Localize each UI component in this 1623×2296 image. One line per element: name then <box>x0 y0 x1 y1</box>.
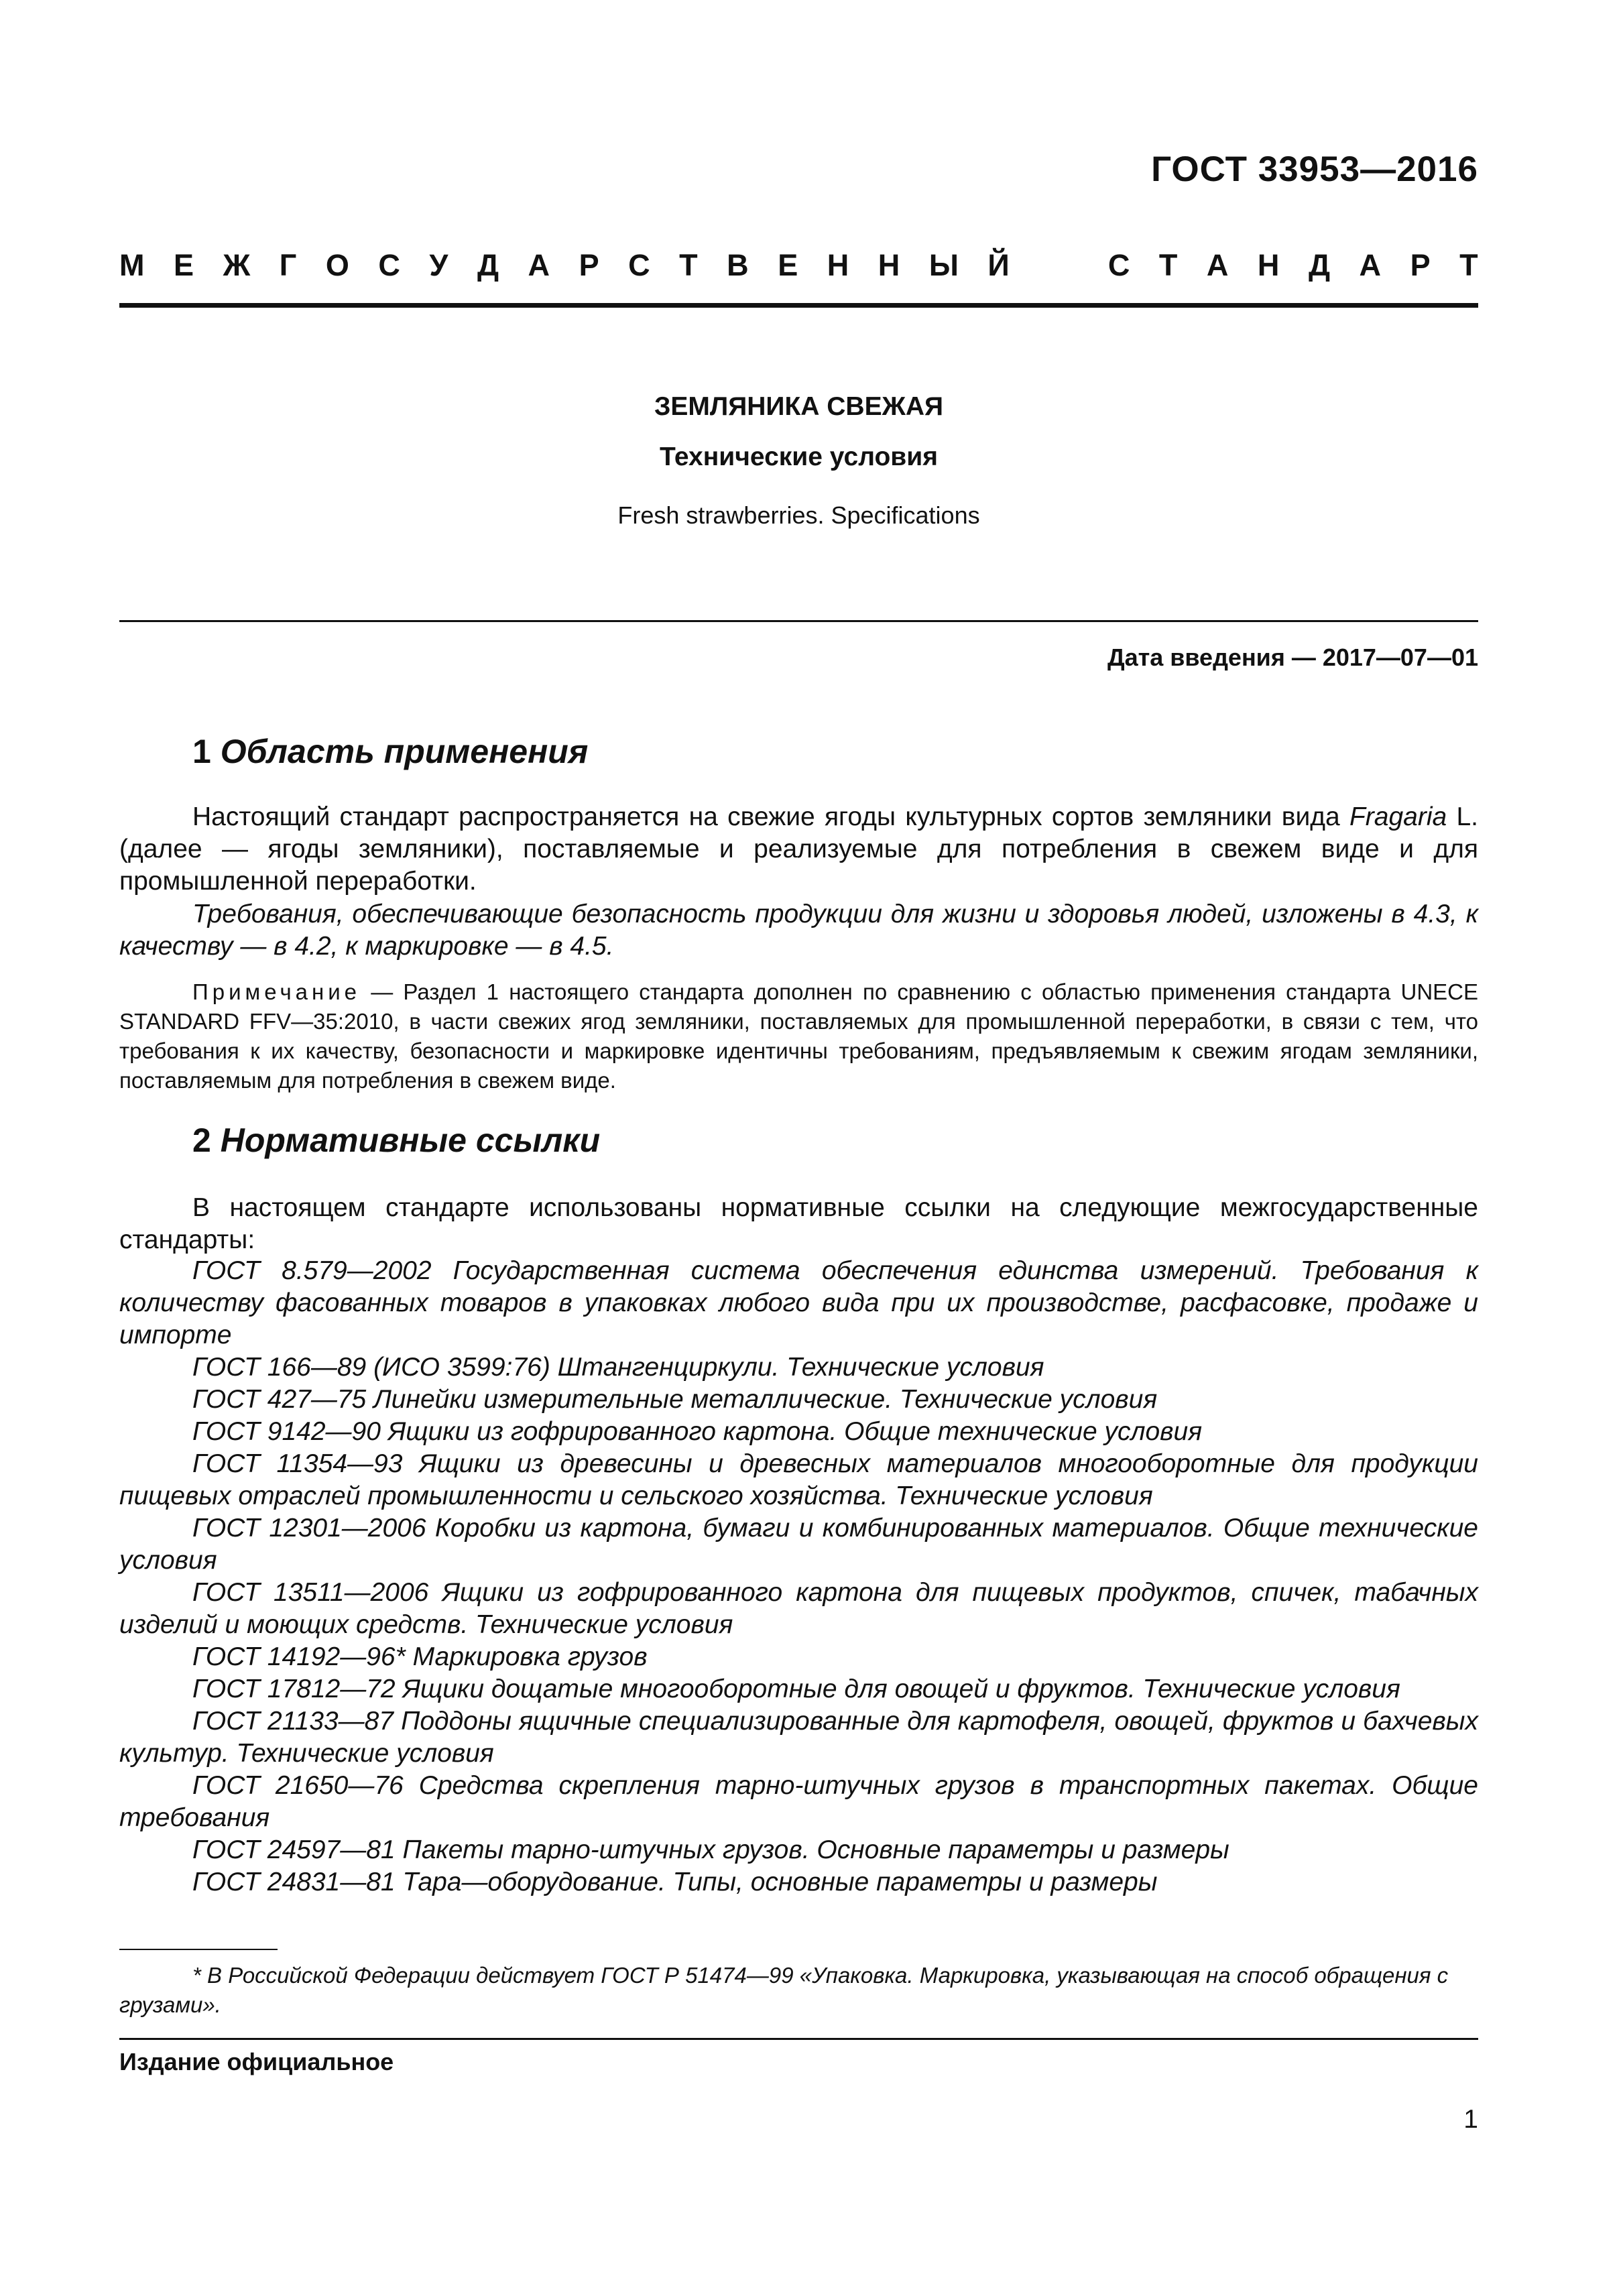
banner-letter: Е <box>778 248 798 282</box>
banner-letter: Н <box>878 248 900 282</box>
banner-letter: Т <box>679 248 698 282</box>
section-title: Нормативные ссылки <box>220 1122 601 1159</box>
reference-item: ГОСТ 427—75 Линейки измерительные металлические. Технические условия <box>192 1385 1158 1414</box>
header-rule <box>119 303 1478 308</box>
section-number: 2 <box>192 1122 211 1159</box>
banner-letter: У <box>429 248 448 282</box>
reference-item: ГОСТ 166—89 (ИСО 3599:76) Штангенциркули. Технические условия <box>192 1353 1044 1382</box>
reference-item: ГОСТ 21133—87 Поддоны ящичные специализированные для картофеля, овощей, фруктов и бахчевых культур. Технические условия <box>119 1707 1478 1768</box>
banner-letter: А <box>1359 248 1382 282</box>
document-subtitle: Технические условия <box>659 442 938 471</box>
reference-item: ГОСТ 24597—81 Пакеты тарно-штучных грузов. Основные параметры и размеры <box>192 1835 1229 1864</box>
gost-number: ГОСТ 33953—2016 <box>1151 149 1478 189</box>
banner-letter: Т <box>1158 248 1178 282</box>
page-number: 1 <box>1463 2105 1478 2134</box>
banner-letter: С <box>1107 248 1130 282</box>
edition-label: Издание официальное <box>119 2048 394 2075</box>
scope-text-b: L. (далее — ягоды земляники), поставляемые и реализуемые для потребления в свежем виде и для промышленной переработки. <box>119 802 1478 896</box>
banner-letter: Й <box>987 248 1010 282</box>
section-1-heading <box>192 732 588 771</box>
requirements-paragraph: Требования, обеспечивающие безопасность продукции для жизни и здоровья людей, изложены в 4.3, к качеству — в 4.2, к маркировке — в 4.5. <box>119 900 1478 961</box>
note-paragraph <box>119 977 1478 1095</box>
banner-letter: Н <box>1257 248 1280 282</box>
banner-letter: О <box>325 248 349 282</box>
reference-item: ГОСТ 21650—76 Средства скрепления тарно-штучных грузов в транспортных пакетах. Общие требования <box>119 1771 1478 1832</box>
title-rule <box>119 620 1478 622</box>
standard-banner <box>119 248 1478 283</box>
banner-letter: Ы <box>928 248 959 282</box>
banner-letter: А <box>1206 248 1229 282</box>
document-title: ЗЕМЛЯНИКА СВЕЖАЯ <box>654 392 944 421</box>
note-text: — Раздел 1 настоящего стандарта дополнен по сравнению с областью применения стандарта UNECE STANDARD FFV—35:2010, в части свежих ягод земляники, поставляемых для промышленной переработки, в связи с тем, что требования к их качеству, безопасности и маркировке идентичны требованиям, предъявляемым к свежим ягодам земляники, поставляемым для потребления в свежем виде. <box>119 979 1478 1093</box>
footnote: * В Российской Федерации действует ГОСТ Р 51474—99 «Упаковка. Маркировка, указывающая на способ обращения с грузами». <box>119 1963 1449 2017</box>
reference-item: ГОСТ 24831—81 Тара—оборудование. Типы, основные параметры и размеры <box>192 1868 1158 1896</box>
banner-letter: Н <box>827 248 849 282</box>
banner-letter: С <box>628 248 650 282</box>
section-number: 1 <box>192 733 211 770</box>
banner-letter: В <box>727 248 749 282</box>
introduction-date: Дата введения — 2017—07—01 <box>1107 644 1478 671</box>
reference-item: ГОСТ 11354—93 Ящики из древесины и древесных материалов многооборотные для продукции пищевых отраслей промышленности и сельского хозяйства. Технические условия <box>119 1449 1478 1510</box>
reference-item: ГОСТ 12301—2006 Коробки из картона, бумаги и комбинированных материалов. Общие технические условия <box>119 1514 1478 1575</box>
scope-text-a: Настоящий стандарт распространяется на свежие ягоды культурных сортов земляники вида <box>192 802 1349 831</box>
banner-gap <box>1038 248 1079 283</box>
species-name: Fragaria <box>1349 802 1447 831</box>
banner-letter: С <box>378 248 400 282</box>
scope-paragraph <box>119 801 1478 898</box>
banner-letter: Д <box>1308 248 1330 282</box>
section-2-heading <box>192 1121 600 1160</box>
banner-letter: Е <box>174 248 194 282</box>
section-title: Область применения <box>220 733 589 770</box>
banner-letter: Р <box>1410 248 1431 282</box>
banner-letter: М <box>119 248 145 282</box>
banner-letter: Т <box>1459 248 1478 282</box>
references-intro: В настоящем стандарте использованы нормативные ссылки на следующие межгосударственные стандарты: <box>119 1193 1478 1254</box>
references-list <box>119 1255 1478 1898</box>
reference-item: ГОСТ 17812—72 Ящики дощатые многооборотные для овощей и фруктов. Технические условия <box>192 1675 1400 1703</box>
banner-letter: А <box>528 248 550 282</box>
document-title-english: Fresh strawberries. Specifications <box>617 501 980 529</box>
reference-item: ГОСТ 8.579—2002 Государственная система обеспечения единства измерений. Требования к количеству фасованных товаров в упаковках любого вида при их производстве, расфасовке, продаже и импорте <box>119 1256 1478 1349</box>
reference-item: ГОСТ 14192—96* Маркировка грузов <box>192 1642 648 1671</box>
footer-rule <box>119 2038 1478 2040</box>
banner-letter: Г <box>279 248 297 282</box>
banner-letter: Ж <box>223 248 251 282</box>
note-label: Примечание <box>192 979 361 1004</box>
footnote-rule <box>119 1949 278 1950</box>
banner-letter: Д <box>477 248 499 282</box>
banner-letter: Р <box>579 248 599 282</box>
reference-item: ГОСТ 13511—2006 Ящики из гофрированного картона для пищевых продуктов, спичек, табачных изделий и моющих средств. Технические условия <box>119 1578 1478 1639</box>
reference-item: ГОСТ 9142—90 Ящики из гофрированного картона. Общие технические условия <box>192 1417 1203 1446</box>
